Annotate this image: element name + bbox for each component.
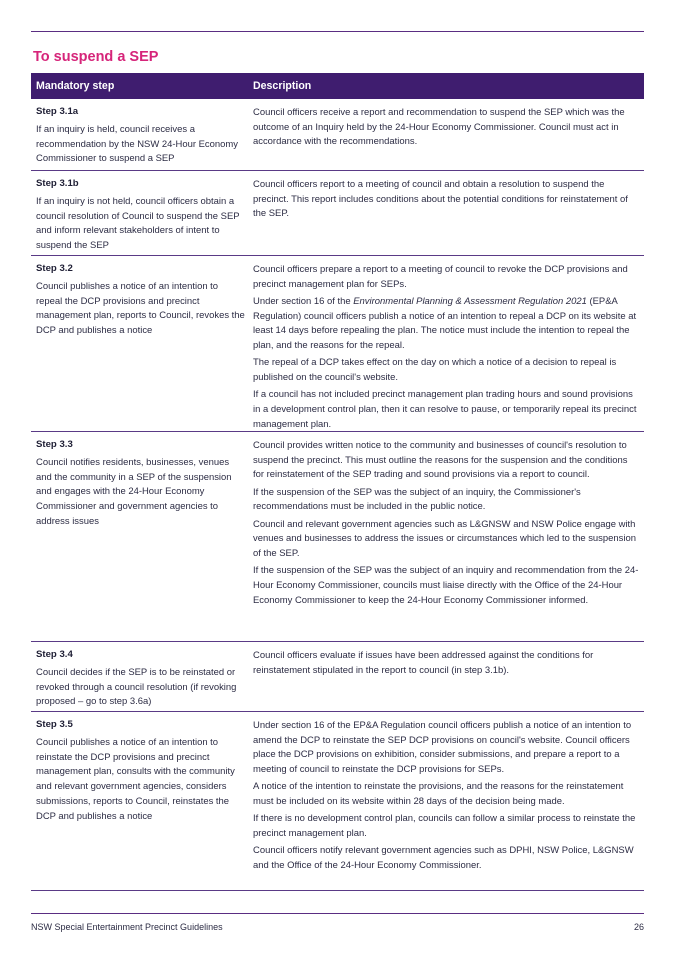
step-number: Step 3.1b bbox=[36, 178, 79, 189]
description-paragraph: The repeal of a DCP takes effect on the day on which a notice of a decision to repeal is published on the council's website. bbox=[253, 357, 617, 383]
step-number: Step 3.5 bbox=[36, 719, 73, 730]
step-cell bbox=[31, 256, 249, 431]
step-cell bbox=[31, 712, 249, 890]
description-cell bbox=[249, 642, 644, 711]
description-paragraph: Council officers receive a report and recommendation to suspend the SEP which was the outcome of an Inquiry held by the 24-Hour Economy Commissioner. Council must act in accordance with the recommendations. bbox=[253, 107, 625, 148]
step-cell bbox=[31, 432, 249, 641]
table-row bbox=[31, 642, 644, 712]
description-paragraph: Council officers prepare a report to a meeting of council to revoke the DCP provisions and precinct management plan for SEPs. bbox=[253, 264, 628, 290]
step-text: If an inquiry is held, council receives a recommendation by the NSW 24-Hour Economy Commissioner to suspend a SEP bbox=[36, 124, 238, 165]
description-paragraph: Council provides written notice to the community and businesses of council's resolution to suspend the precinct. This must outline the reasons for the suspension and the conditions for reinstatement of the SEP trading and sound provisions via a report to council. bbox=[253, 440, 628, 481]
description-paragraph: Council officers notify relevant government agencies such as DPHI, NSW Police, L&GNSW and the Office of the 24-Hour Economy Commissioner. bbox=[253, 845, 634, 871]
description-paragraph: Council and relevant government agencies such as L&GNSW and NSW Police engage with venues and businesses to address the issues or circumstances which led to the suspension of the SEP. bbox=[253, 518, 636, 559]
page-footer bbox=[31, 922, 644, 932]
step-text: If an inquiry is not held, council officers obtain a council resolution of Council to suspend the SEP and inform relevant stakeholders of intent to suspend the SEP bbox=[36, 196, 240, 252]
step-number: Step 3.1a bbox=[36, 106, 79, 117]
description-paragraph: Council officers evaluate if issues have been addressed against the conditions for reinstatement stipulated in the report to council (in step 3.1b). bbox=[253, 650, 594, 676]
footer-document-title: NSW Special Entertainment Precinct Guidelines bbox=[31, 922, 223, 932]
section-heading: To suspend a SEP bbox=[33, 49, 159, 65]
table-row bbox=[31, 432, 644, 642]
step-cell bbox=[31, 99, 249, 170]
description-paragraph: A notice of the intention to reinstate the provisions, and the reasons for the reinstatement must be included on its website within 28 days of the decision being made. bbox=[253, 781, 624, 808]
table-header bbox=[31, 73, 644, 99]
step-cell bbox=[31, 171, 249, 255]
description-paragraph: If there is no development control plan, councils can follow a similar process to reinstate the precinct management plan. bbox=[253, 813, 636, 839]
description-cell bbox=[249, 171, 644, 255]
description-paragraph: Under section 16 of the Environmental Planning & Assessment Regulation 2021 (EP&A Regulation) council officers publish a notice of an intention to repeal a DCP on its website at least 14 days before repealing the plan. The notice must include the intention to repeal the plan, and the reasons for the repeal. bbox=[253, 295, 637, 352]
step-cell bbox=[31, 642, 249, 711]
page-number: 26 bbox=[633, 922, 644, 932]
description-paragraph: If a council has not included precinct management plan trading hours and sound provisions in a development control plan, then it can resolve to pause, or temporarily repeal its precinct management plan. bbox=[253, 389, 637, 430]
steps-table bbox=[31, 73, 644, 891]
top-rule bbox=[31, 31, 644, 32]
description-paragraph: If the suspension of the SEP was the subject of an inquiry and recommendation from the 24-Hour Economy Commissioner, councils must liaise directly with the Office of the 24-Hour Economy Commissioner to keep the 24-Hour Economy Commissioner informed. bbox=[253, 565, 639, 606]
step-number: Step 3.4 bbox=[36, 649, 73, 660]
step-number: Step 3.2 bbox=[36, 263, 73, 274]
description-cell bbox=[249, 712, 644, 890]
header-mandatory-step: Mandatory step bbox=[36, 80, 115, 92]
table-row bbox=[31, 256, 644, 432]
step-number: Step 3.3 bbox=[36, 439, 73, 450]
description-paragraph: Under section 16 of the EP&A Regulation council officers publish a notice of an intention to amend the DCP to reinstate the SEP DCP provisions on council's website. Council officers place the DCP provisions on exhibition, consider submissions, and prepare a report to a meeting of council to reinstate the DCP provisions for SEPs. bbox=[253, 720, 632, 776]
description-paragraph: Council officers report to a meeting of council and obtain a resolution to suspend the precinct. This report includes conditions about the potential conditions for reinstatement of the SEP. bbox=[253, 179, 628, 220]
footer-rule bbox=[31, 913, 644, 914]
header-description: Description bbox=[253, 80, 312, 92]
description-cell bbox=[249, 99, 644, 170]
description-cell bbox=[249, 256, 644, 431]
description-cell bbox=[249, 432, 644, 641]
step-text: Council decides if the SEP is to be reinstated or revoked through a council resolution (if revoking proposed – go to step 3.6a) bbox=[36, 667, 237, 708]
table-row bbox=[31, 712, 644, 891]
table-row bbox=[31, 99, 644, 171]
table-row bbox=[31, 171, 644, 256]
regulation-title: Environmental Planning & Assessment Regulation 2021 bbox=[353, 295, 587, 307]
description-paragraph: If the suspension of the SEP was the subject of an inquiry, the Commissioner's recommendations must be included in the public notice. bbox=[253, 486, 581, 513]
step-text: Council notifies residents, businesses, venues and the community in a SEP of the suspension and engages with the 24-Hour Economy Commissioner and government agencies to address issues bbox=[36, 457, 232, 527]
step-text: Council publishes a notice of an intention to repeal the DCP provisions and precinct management plan, reports to Council, revokes the DCP and publishes a notice bbox=[36, 281, 245, 337]
step-text: Council publishes a notice of an intention to reinstate the DCP provisions and precinct management plan, consults with the community and relevant government agencies, considers submissions, reports to Council, reinstates the DCP and publishes a notice bbox=[36, 737, 235, 822]
